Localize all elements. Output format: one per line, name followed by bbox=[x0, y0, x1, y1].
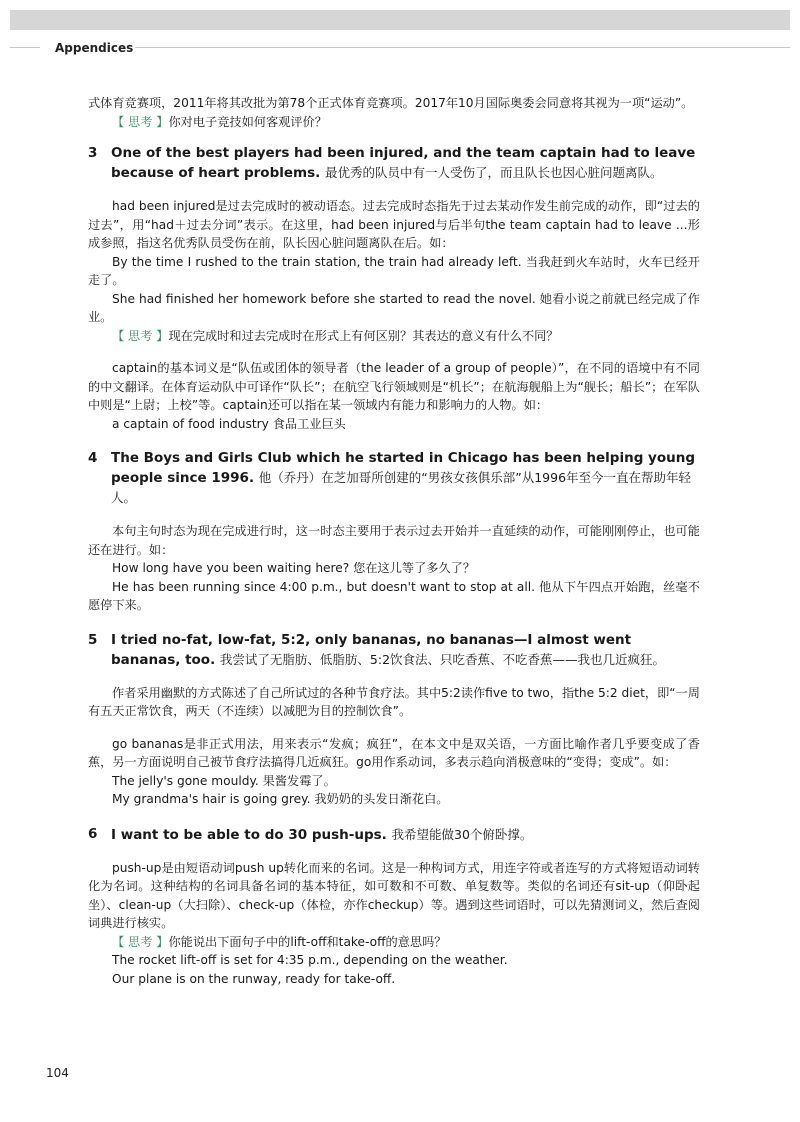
section-3-captain-note: captain的基本词义是“队伍或团体的领导者（the leader of a group of people）”，在不同的语境中有不同的中文翻译。在体育运动队中可译作“队长”；在航空飞行领域则是“机长”；在航海舰船上为“舰长；船长”；在军队中则是“上尉；上校”等。captain还可以指在某一领域内有能力和影响力的人物。如： bbox=[88, 361, 700, 412]
section-4-heading bbox=[88, 449, 700, 508]
example-sentence: By the time I rushed to the train station, the train had already left. 当我赶到火车站时，火车已经开走了。 bbox=[88, 254, 700, 287]
top-bar bbox=[10, 10, 790, 30]
section-5-go-bananas-note: go bananas是非正式用法，用来表示“发疯；疯狂”，在本文中是双关语，一方面比喻作者几乎要变成了香蕉，另一方面说明自己被节食疗法搞得几近疯狂。go用作系动词，多表示趋向消极意味的“变得；变成”。如： bbox=[88, 736, 700, 769]
section-number: 4 bbox=[88, 450, 98, 466]
example-sentence: He has been running since 4:00 p.m., but doesn't want to stop at all. 他从下午四点开始跑，丝毫不愿停下来。 bbox=[88, 579, 700, 612]
example-sentence: The rocket lift-off is set for 4:35 p.m., depending on the weather. bbox=[112, 953, 508, 967]
think-tag: 【 思考 】 bbox=[112, 114, 169, 129]
section-3-heading bbox=[88, 144, 700, 183]
header-rule-right bbox=[135, 47, 790, 48]
page-content bbox=[88, 94, 700, 988]
section-sentence-en: One of the best players had been injured, and the team captain had to leave because of heart problems. bbox=[111, 145, 696, 181]
intro-paragraph: 式体育竞赛项，2011年将其改批为第78个正式体育竞赛项。2017年10月国际奥委会同意将其视为一项“运动”。 bbox=[88, 96, 694, 110]
section-sentence-cn: 最优秀的队员中有一人受伤了，而且队长也因心脏问题离队。 bbox=[324, 165, 663, 180]
section-number: 5 bbox=[88, 631, 98, 648]
section-number: 6 bbox=[88, 825, 98, 842]
example-sentence: The jelly's gone mouldy. 果酱发霉了。 bbox=[112, 773, 336, 788]
think-question: 你能说出下面句子中的lift-off和take-off的意思吗？ bbox=[168, 934, 447, 949]
section-sentence-en: I want to be able to do 30 push-ups. bbox=[111, 826, 387, 843]
header-rule-left bbox=[10, 47, 40, 48]
section-6-think bbox=[88, 933, 700, 952]
intro-think bbox=[88, 113, 700, 132]
example-sentence: She had finished her homework before she started to read the novel. 她看小说之前就已经完成了作业。 bbox=[88, 291, 700, 324]
section-5-heading bbox=[88, 631, 700, 670]
example-sentence: Our plane is on the runway, ready for take-off. bbox=[112, 971, 396, 986]
page-number: 104 bbox=[46, 1066, 69, 1080]
section-sentence-en: The Boys and Girls Club which he started in Chicago has been helping young people since 1996. bbox=[111, 450, 696, 486]
think-question: 你对电子竞技如何客观评价？ bbox=[168, 114, 327, 129]
example-sentence: a captain of food industry 食品工业巨头 bbox=[112, 416, 346, 431]
think-tag: 【 思考 】 bbox=[112, 934, 169, 949]
section-3-explanation: had been injured是过去完成时的被动语态。过去完成时态指先于过去某动作发生前完成的动作，即“过去的过去”，用“had＋过去分词”表示。在这里，had been injured与后半句the team captain had to leave ...形成参照，指这名优秀队员受伤在前，队长因心脏问题离队在后。如： bbox=[88, 199, 700, 250]
section-sentence-cn: 他（乔丹）在芝加哥所创建的“男孩女孩俱乐部”从1996年至今一直在帮助年轻人。 bbox=[111, 470, 692, 505]
section-5-explanation: 作者采用幽默的方式陈述了自己所试过的各种节食疗法。其中5:2读作five to two，指the 5:2 diet，即“一周有五天正常饮食，两天（不连续）以减肥为目的控制饮食”。 bbox=[88, 685, 700, 718]
section-sentence-cn: 我尝试了无脂肪、低脂肪、5:2饮食法、只吃香蕉、不吃香蕉——我也几近疯狂。 bbox=[219, 651, 666, 667]
think-tag: 【 思考 】 bbox=[112, 328, 169, 343]
section-6-explanation: push-up是由短语动词push up转化而来的名词。这是一种构词方式，用连字符或者连写的方式将短语动词转化为名词。这种结构的名词具备名词的基本特征，如可数和不可数、单复数等。类似的名词还有sit-up（仰卧起坐）、clean-up（大扫除）、check-up（体检，亦作checkup）等。遇到这些词语时，可以先猜测词义，然后查阅词典进行核实。 bbox=[88, 860, 700, 930]
section-3-think bbox=[88, 327, 700, 346]
section-sentence-en: I tried no-fat, low-fat, 5:2, only bananas, no bananas—I almost went bananas, too. bbox=[111, 631, 632, 668]
example-sentence: My grandma's hair is going grey. 我奶奶的头发日渐花白。 bbox=[112, 792, 449, 806]
think-question: 现在完成时和过去完成时在形式上有何区别？其表达的意义有什么不同？ bbox=[168, 328, 559, 343]
section-6-heading bbox=[88, 825, 700, 845]
section-sentence-cn: 我希望能做30个俯卧撑。 bbox=[391, 826, 533, 842]
running-header: Appendices bbox=[55, 41, 134, 55]
section-4-explanation: 本句主句时态为现在完成进行时，这一时态主要用于表示过去开始并一直延续的动作，可能刚刚停止，也可能还在进行。如： bbox=[88, 524, 700, 557]
example-sentence: How long have you been waiting here? 您在这儿等了多久了？ bbox=[112, 561, 476, 575]
section-number: 3 bbox=[88, 145, 98, 161]
